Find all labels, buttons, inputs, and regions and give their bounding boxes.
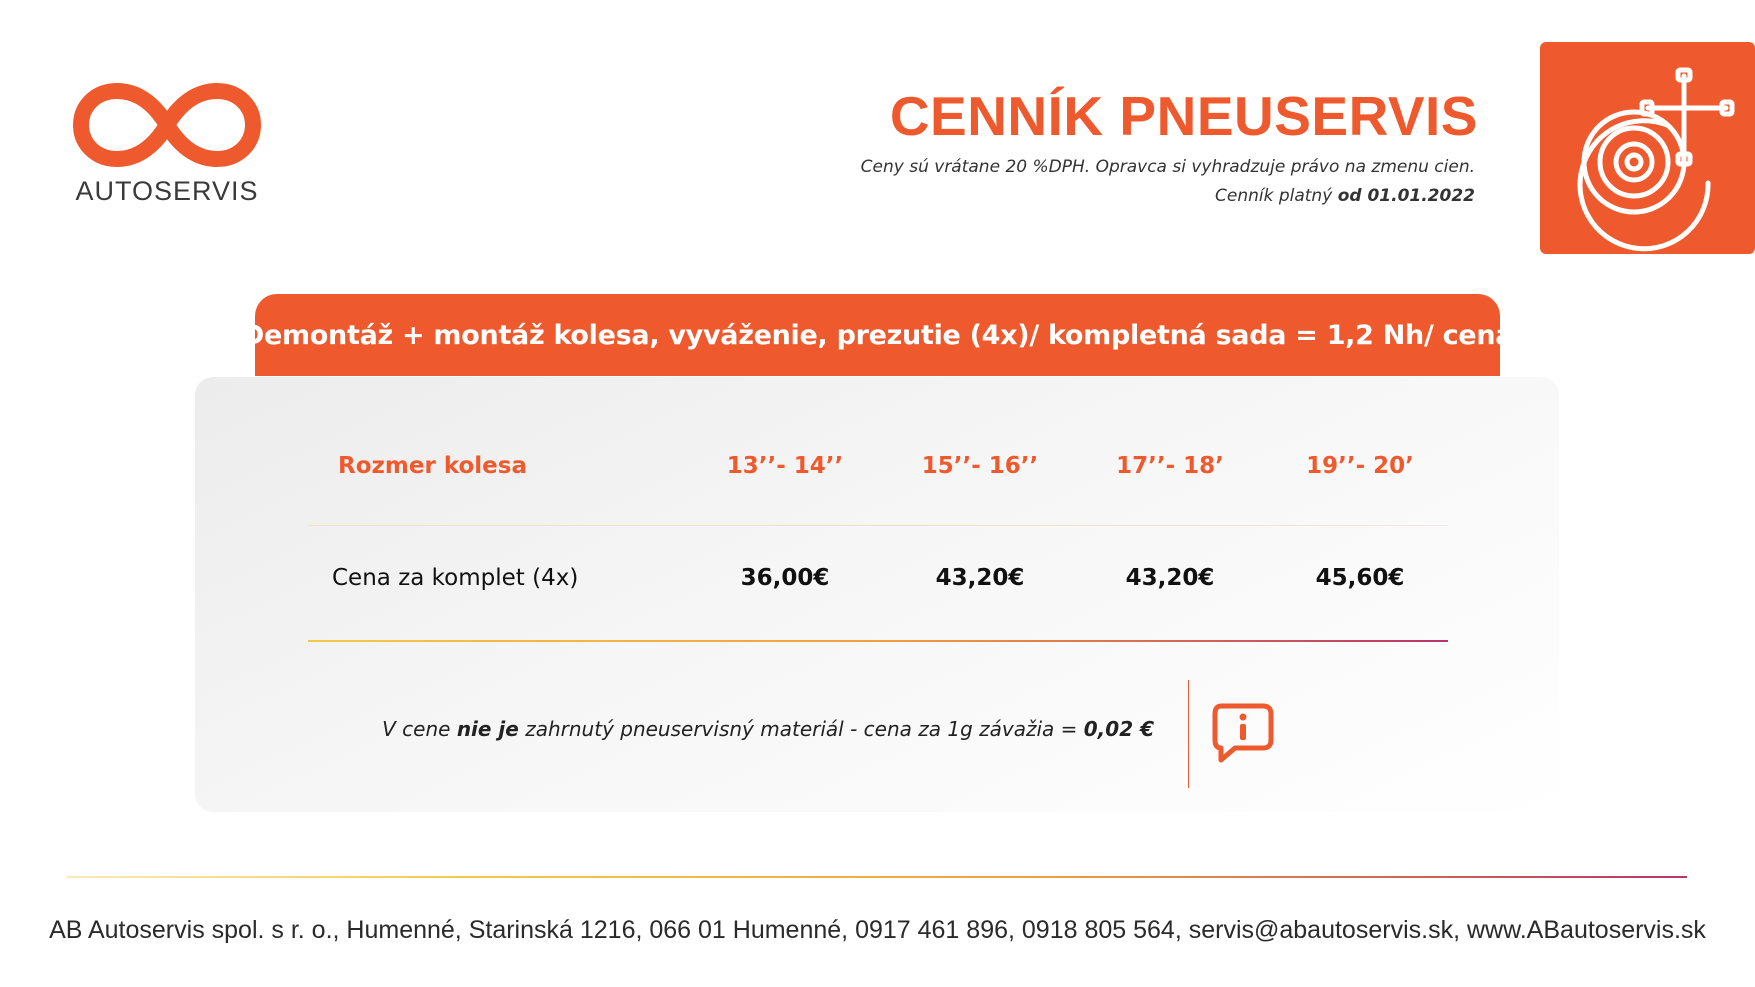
table-bottom-divider (308, 640, 1448, 642)
company-logo (72, 80, 272, 220)
note-bold2: 0,02 € (1083, 717, 1154, 741)
validity-note (1215, 186, 1475, 206)
footer-divider (67, 876, 1687, 878)
price-col-1: 36,00€ (740, 565, 830, 591)
tire-service-icon (1540, 42, 1755, 254)
size-col-3: 17’’- 18’ (1116, 453, 1224, 479)
footer-contact: AB Autoservis spol. s r. o., Humenné, Starinská 1216, 066 01 Humenné, 0917 461 896, 0918 805 564, servis@abautoservis.sk, www.ABautoservis.sk (49, 916, 1706, 944)
validity-prefix: Cenník platný (1214, 186, 1333, 206)
service-banner: Demontáž + montáž kolesa, vyváženie, prezutie (4x)/ kompletná sada = 1,2 Nh/ cena (255, 294, 1500, 376)
vat-note: Ceny sú vrátane 20 %DPH. Opravca si vyhradzuje právo na zmenu cien. (860, 157, 1475, 177)
header-divider (308, 525, 1448, 526)
price-col-3: 43,20€ (1125, 565, 1215, 591)
size-col-4: 19’’- 20’ (1306, 453, 1414, 479)
infinity-logo-icon (72, 80, 262, 170)
size-header-label: Rozmer kolesa (338, 453, 527, 479)
validity-date: od 01.01.2022 (1337, 186, 1475, 206)
note-separator (1188, 680, 1189, 788)
note-bold1: nie je (456, 717, 519, 741)
service-icon-tile (1540, 42, 1755, 254)
price-col-2: 43,20€ (935, 565, 1025, 591)
info-chat-icon (1211, 702, 1275, 768)
logo-wordmark: AUTOSERVIS (75, 176, 259, 206)
size-col-1: 13’’- 14’’ (726, 453, 844, 479)
note-part2: zahrnutý pneuservisný materiál - cena za 1g závažia = (525, 717, 1078, 741)
page-title: CENNÍK PNEUSERVIS (889, 85, 1478, 147)
note-part1: V cene (382, 717, 451, 741)
size-col-2: 15’’- 16’’ (921, 453, 1039, 479)
material-note (382, 717, 1154, 741)
price-card (195, 377, 1559, 812)
price-row-label: Cena za komplet (4x) (332, 565, 579, 591)
price-col-4: 45,60€ (1315, 565, 1405, 591)
